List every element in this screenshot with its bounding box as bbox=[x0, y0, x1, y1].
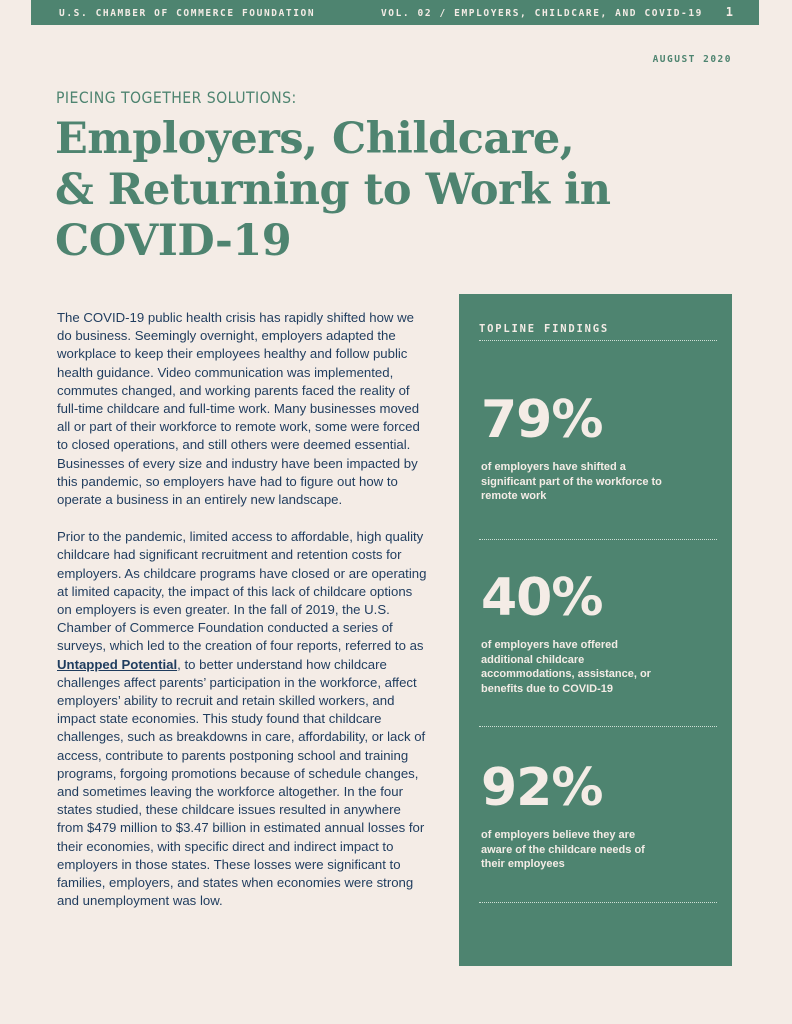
header-org: U.S. CHAMBER OF COMMERCE FOUNDATION bbox=[59, 8, 316, 19]
header-volume: VOL. 02 / EMPLOYERS, CHILDCARE, AND COVID-19 bbox=[380, 8, 703, 19]
page-number: 1 bbox=[725, 5, 733, 19]
page-title bbox=[55, 114, 635, 267]
dotted-divider bbox=[479, 902, 717, 903]
paragraph-intro: The COVID-19 public health crisis has rapidly shifted how we do business. Seemingly overnight, employers adapted the workplace to keep their employees healthy and follow public health guidance. Video communication was implemented, commutes changed, and working parents faced the reality of full-time childcare and full-time work. Many businesses moved all or part of their workforce to remote work, some were forced to closed operations, and still others were deemed essential. Businesses of every size and industry have been impacted by this pandemic, so employers have had to figure out how to operate a business in an entirely new landscape. bbox=[57, 310, 420, 508]
stat-description: of employers have shifted a significant part of the workforce to remote work bbox=[481, 461, 662, 502]
stat-value: 92% bbox=[481, 758, 603, 818]
topline-findings-panel bbox=[459, 294, 732, 966]
stat-description: of employers have offered additional childcare accommodations, assistance, or benefits due to COVID-19 bbox=[481, 639, 651, 695]
title-line: Employers, Childcare, bbox=[55, 114, 575, 164]
findings-title: TOPLINE FINDINGS bbox=[479, 323, 609, 335]
dotted-divider bbox=[479, 726, 717, 727]
paragraph-text: , to better understand how childcare challenges affect parents’ participation in the workforce, affect employers’ ability to recruit and retain skilled workers, and impact state economies. This study found that childcare challenges, such as breakdowns in care, affordability, or lack of access, contribute to parents postponing school and training programs, forgoing promotions because of schedule changes, and sometimes leaving the workforce altogether. In the four states studied, these childcare issues resulted in anywhere from $479 million to $3.47 billion in estimated annual losses for their economies, with specific direct and indirect impact to employers in those states. These losses were significant to families, employers, and states when economies were strong and unemployment was low. bbox=[57, 656, 426, 909]
stat-value: 79% bbox=[481, 390, 603, 450]
title-line: COVID-19 bbox=[55, 216, 292, 266]
finding-stat bbox=[481, 760, 701, 872]
stat-value: 40% bbox=[481, 568, 603, 628]
paragraph-text: Prior to the pandemic, limited access to affordable, high quality childcare had significant recruitment and retention costs for employers. As childcare programs have closed or are operating at limited capacity, the impact of this lack of childcare options on employers is even greater. In the fall of 2019, the U.S. Chamber of Commerce Foundation conducted a series of surveys, which led to the creation of four reports, referred to as bbox=[57, 529, 427, 654]
paragraph-background bbox=[57, 528, 427, 910]
finding-stat bbox=[481, 392, 701, 504]
header-bar bbox=[31, 0, 759, 25]
finding-stat bbox=[481, 570, 701, 696]
body-text bbox=[57, 309, 427, 930]
untapped-potential-link[interactable]: Untapped Potential bbox=[57, 656, 178, 672]
publication-date: AUGUST 2020 bbox=[652, 54, 732, 65]
title-line: & Returning to Work in bbox=[55, 165, 611, 215]
dotted-divider bbox=[479, 539, 717, 540]
stat-description: of employers believe they are aware of the childcare needs of their employees bbox=[481, 829, 645, 870]
dotted-divider bbox=[479, 340, 717, 341]
kicker: PIECING TOGETHER SOLUTIONS: bbox=[56, 88, 297, 107]
